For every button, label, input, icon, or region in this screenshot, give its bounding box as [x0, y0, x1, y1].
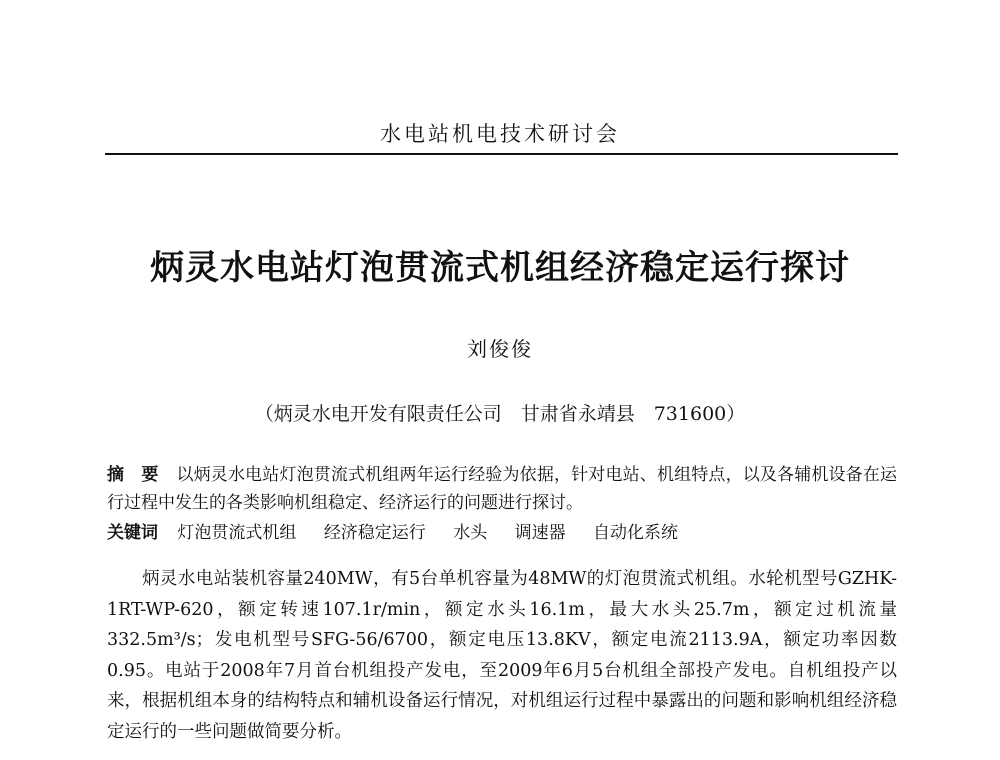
keywords-label: 关键词 [107, 523, 158, 543]
running-head: 水电站机电技术研讨会 [380, 122, 620, 146]
keyword-item: 调速器 [514, 523, 566, 543]
author-affiliation: （炳灵水电开发有限责任公司 甘肃省永靖县 731600） [254, 403, 746, 425]
abstract [107, 461, 897, 517]
header-rule [105, 153, 898, 155]
keyword-item: 经济稳定运行 [323, 523, 426, 543]
keyword-item: 自动化系统 [593, 523, 679, 543]
keyword-item: 灯泡贯流式机组 [177, 523, 297, 543]
abstract-label: 摘 要 [107, 465, 159, 485]
keywords [107, 519, 897, 547]
author-name: 刘俊俊 [467, 337, 533, 361]
keyword-item: 水头 [453, 523, 488, 543]
paper-title: 炳灵水电站灯泡贯流式机组经济稳定运行探讨 [150, 248, 850, 288]
body-paragraph: 炳灵水电站装机容量240MW，有5台单机容量为48MW的灯泡贯流式机组。水轮机型号GZHK-1RT-WP-620，额定转速107.1r/min，额定水头16.1m，最大水头25.7m，额定过机流量332.5m³/s；发电机型号SFG-56/6700，额定电压13.8KV，额定电流2113.9A，额定功率因数0.95。电站于2008年7月首台机组投产发电，至2009年6月5台机组全部投产发电。自机组投产以来，根据机组本身的结构特点和辅机设备运行情况，对机组运行过程中暴露出的问题和影响机组经济稳定运行的一些问题做简要分析。 [107, 569, 897, 742]
abstract-text: 以炳灵水电站灯泡贯流式机组两年运行经验为依据，针对电站、机组特点，以及各辅机设备在运行过程中发生的各类影响机组稳定、经济运行的问题进行探讨。 [107, 465, 898, 513]
